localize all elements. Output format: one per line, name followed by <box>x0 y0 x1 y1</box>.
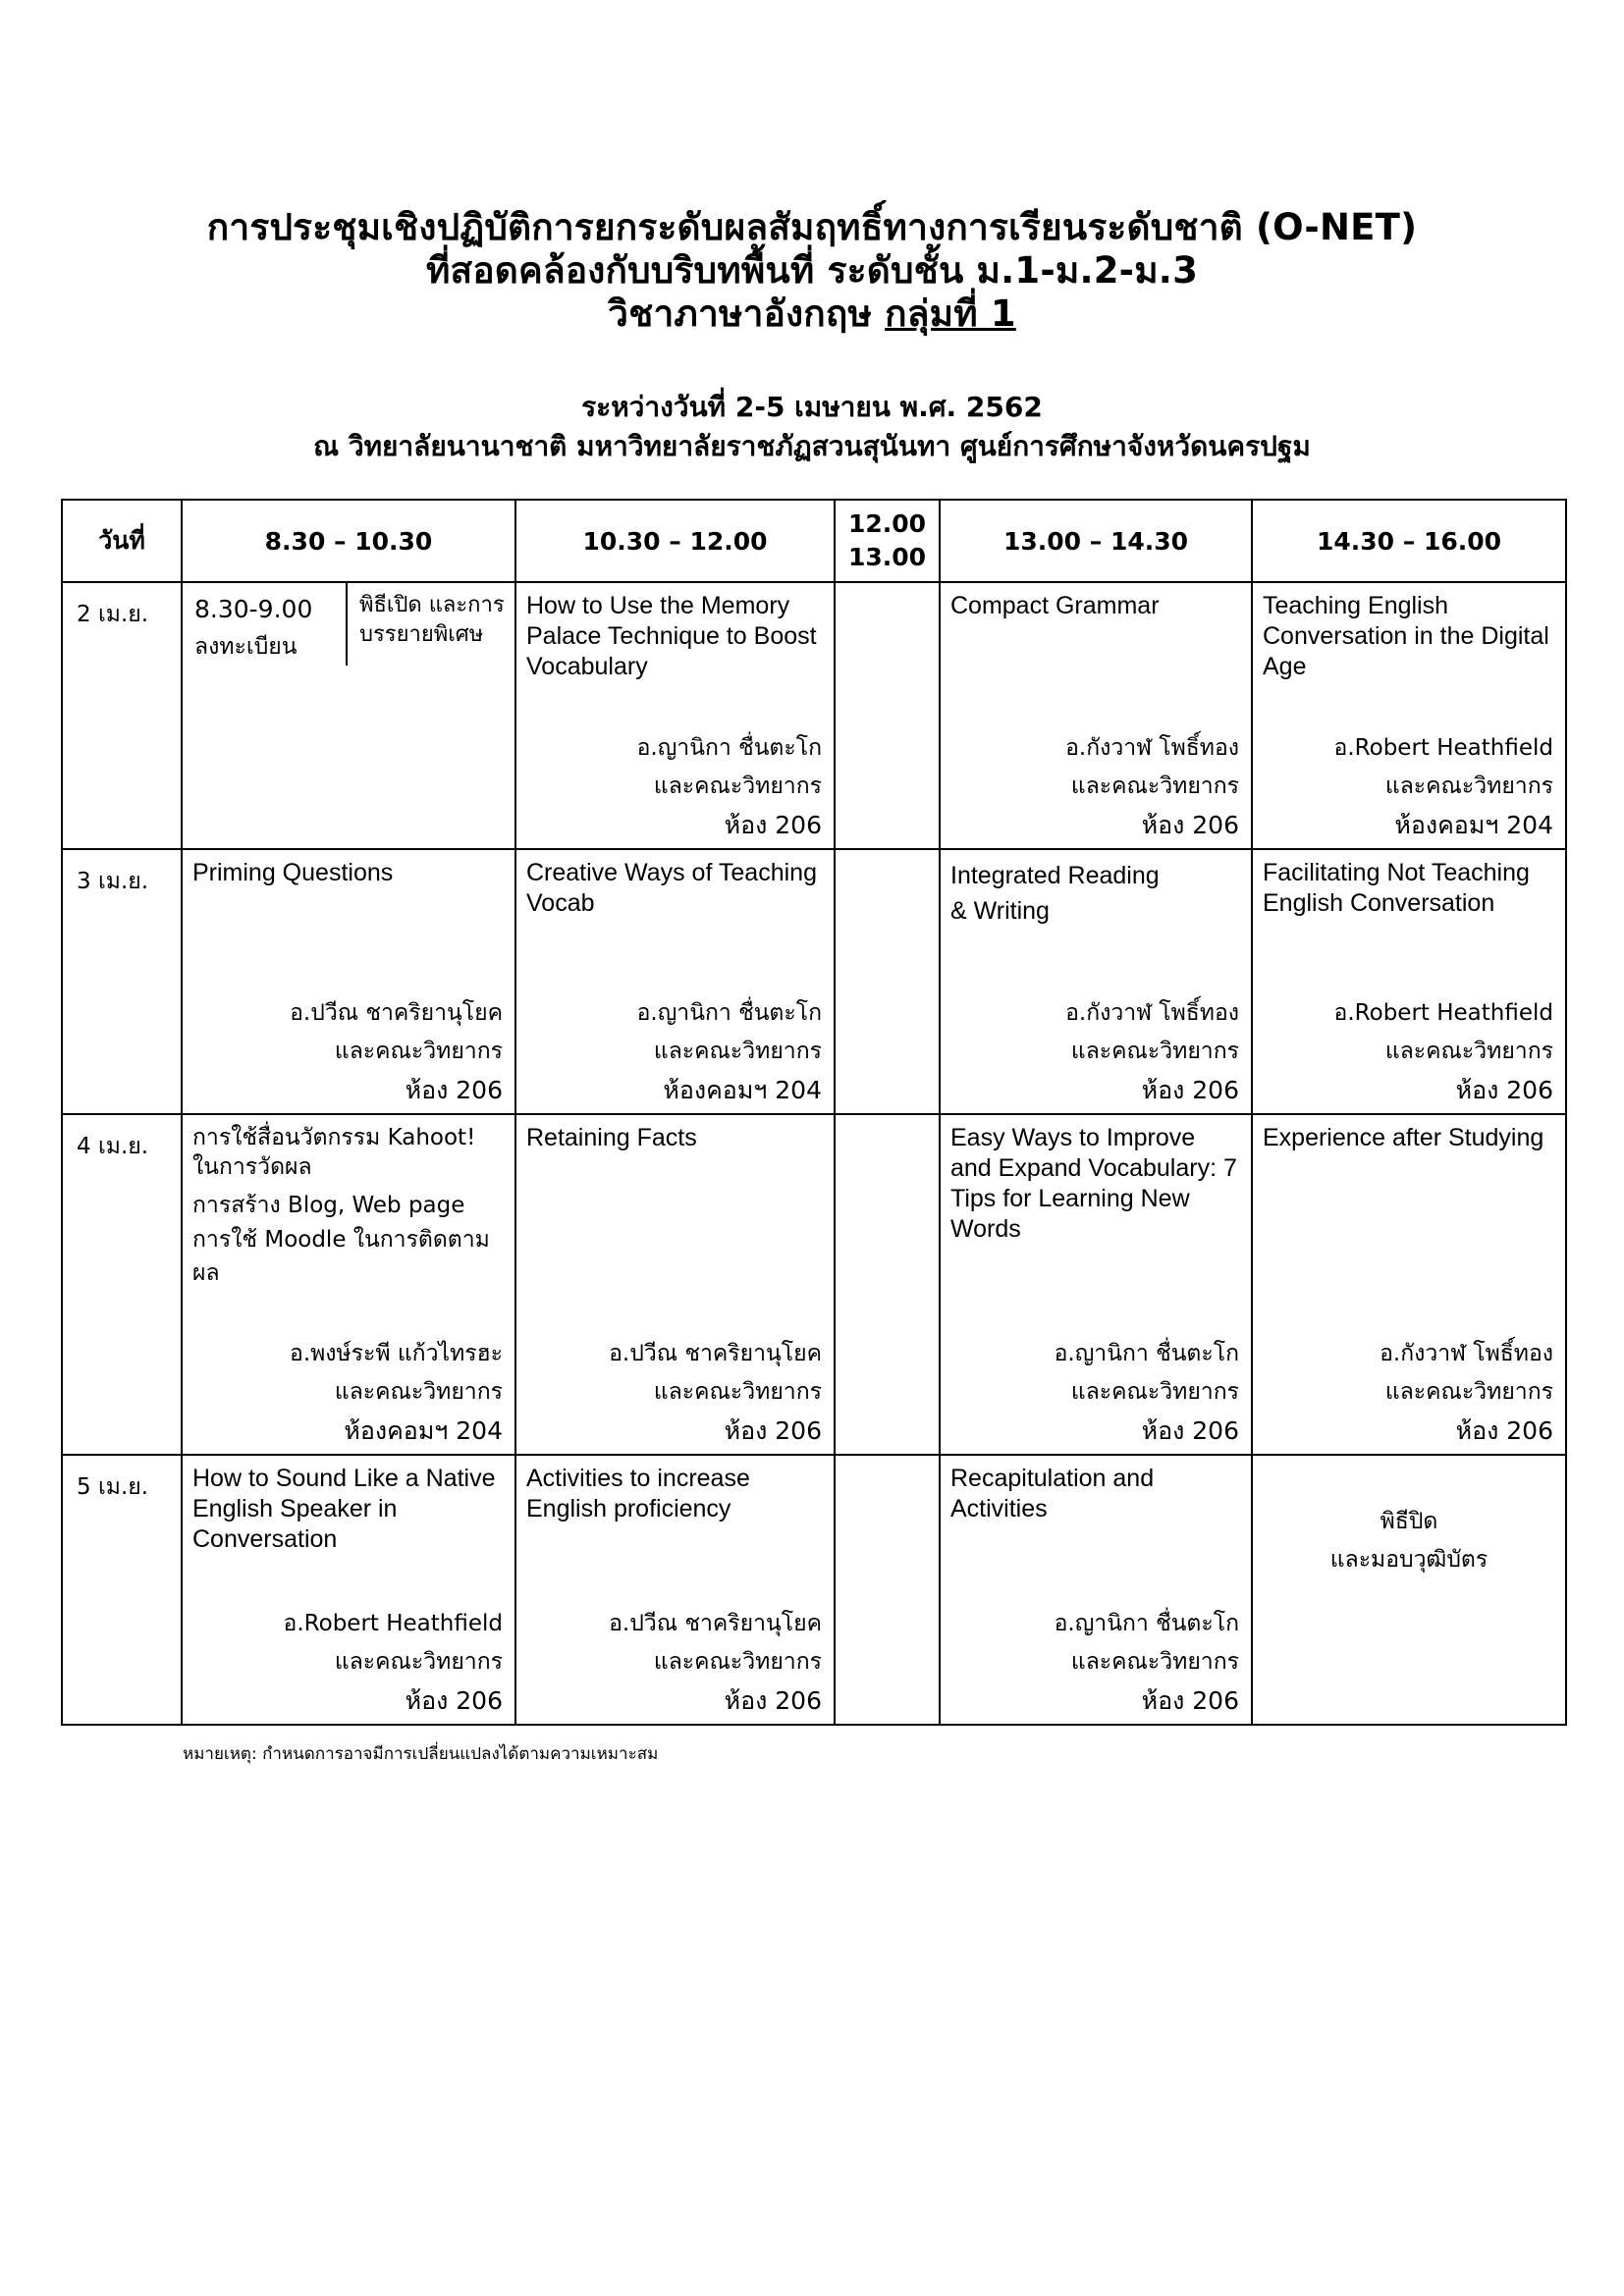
session-speaker-block <box>290 994 503 1109</box>
table-row <box>62 582 1566 849</box>
header-lunch <box>835 500 940 582</box>
footnote: หมายเหตุ: กำหนดการอาจมีการเปลี่ยนแปลงได้ตามความเหมาะสม <box>183 1744 659 1764</box>
header-slot-3: 13.00 – 14.30 <box>940 500 1252 582</box>
speaker-team: และคณะวิทยากร <box>1070 1649 1239 1675</box>
table-row <box>62 849 1566 1114</box>
session-title: Facilitating Not Teaching English Conversation <box>1263 859 1530 917</box>
session-title: Teaching English Conversation in the Digital Age <box>1263 592 1549 680</box>
speaker-team: และคณะวิทยากร <box>334 1039 503 1064</box>
session-cell <box>940 1455 1252 1725</box>
room-label: ห้อง 206 <box>1455 1416 1553 1445</box>
speaker-team: และคณะวิทยากร <box>653 774 822 799</box>
session-cell <box>515 849 835 1114</box>
speaker-team: และคณะวิทยากร <box>1070 1039 1239 1064</box>
session-speaker-block <box>1380 1335 1553 1450</box>
lunch-start: 12.00 <box>847 509 927 538</box>
session-title: Recapitulation and Activities <box>950 1465 1155 1522</box>
session-speaker-block <box>637 729 822 844</box>
session-cell <box>182 1455 515 1725</box>
closing-line-1: พิธีปิด <box>1380 1509 1438 1534</box>
room-label: ห้องคอมฯ 204 <box>1394 811 1553 839</box>
session-speaker-block <box>284 1605 503 1720</box>
header-slot-4: 14.30 – 16.00 <box>1252 500 1566 582</box>
session-speaker-block <box>1334 994 1553 1109</box>
session-cell <box>1252 582 1566 849</box>
day-cell: 4 เม.ย. <box>62 1114 182 1455</box>
group-label: กลุ่มที่ 1 <box>885 293 1016 335</box>
room-label: ห้องคอมฯ 204 <box>344 1416 503 1445</box>
lunch-cell <box>835 1114 940 1455</box>
room-label: ห้อง 206 <box>1141 811 1239 839</box>
title-line-1: การประชุมเชิงปฏิบัติการยกระดับผลสัมฤทธิ์ทางการเรียนระดับชาติ (O-NET) <box>206 206 1418 248</box>
registration-block <box>183 583 348 666</box>
session-speaker-block <box>609 1605 822 1720</box>
speaker-team: และคณะวิทยากร <box>653 1649 822 1675</box>
session-cell <box>940 849 1252 1114</box>
session-cell <box>1252 849 1566 1114</box>
session-cell <box>515 582 835 849</box>
header-slot-1: 8.30 – 10.30 <box>182 500 515 582</box>
session-title: Creative Ways of Teaching Vocab <box>526 859 817 917</box>
session-cell <box>182 1114 515 1455</box>
session-cell <box>182 582 515 849</box>
session-topics <box>183 1115 514 1290</box>
room-label: ห้อง 206 <box>1141 1076 1239 1104</box>
room-label: ห้องคอมฯ 204 <box>663 1076 822 1104</box>
session-title: Retaining Facts <box>526 1124 697 1151</box>
speaker-team: และคณะวิทยากร <box>1070 1379 1239 1405</box>
subject-label: วิชาภาษาอังกฤษ <box>608 293 886 335</box>
room-label: ห้อง 206 <box>405 1076 503 1104</box>
topic-blog: การสร้าง Blog, Web page <box>192 1193 465 1218</box>
speaker-name: อ.พงษ์ระพี แก้วไทรฮะ <box>290 1341 503 1366</box>
closing-cell <box>1252 1455 1566 1725</box>
date-line: ระหว่างวันที่ 2-5 เมษายน พ.ศ. 2562 <box>581 391 1043 423</box>
session-title: Experience after Studying <box>1263 1124 1544 1151</box>
session-cell <box>940 1114 1252 1455</box>
session-title: Compact Grammar <box>950 592 1160 619</box>
speaker-name: อ.ญานิกา ชื่นตะโก <box>636 1000 822 1026</box>
speaker-name: อ.ญานิกา ชื่นตะโก <box>1054 1611 1239 1636</box>
speaker-name: อ.ปวีณ ชาคริยานุโยค <box>290 1000 503 1026</box>
room-label: ห้อง 206 <box>724 811 822 839</box>
speaker-team: และคณะวิทยากร <box>1384 1039 1553 1064</box>
session-title: Activities to increase English proficiency <box>526 1465 750 1522</box>
session-speaker-block <box>1334 729 1553 844</box>
session-title-line: Integrated Reading <box>950 862 1160 889</box>
speaker-team: และคณะวิทยากร <box>334 1379 503 1405</box>
session-cell <box>1252 1114 1566 1455</box>
speaker-name: อ.Robert Heathfield <box>1333 1000 1553 1026</box>
room-label: ห้อง 206 <box>405 1686 503 1715</box>
speaker-name: อ.Robert Heathfield <box>1333 735 1553 761</box>
session-speaker-block <box>637 994 822 1109</box>
document-title <box>0 206 1624 336</box>
speaker-name: อ.ญานิกา ชื่นตะโก <box>636 735 822 761</box>
topic-kahoot: การใช้สื่อนวัตกรรม Kahoot! ในการวัดผล <box>192 1125 476 1180</box>
title-line-3 <box>0 293 1624 336</box>
session-speaker-block <box>1055 1605 1239 1720</box>
day-cell: 3 เม.ย. <box>62 849 182 1114</box>
topic-moodle: การใช้ Moodle ในการติดตามผล <box>192 1227 490 1286</box>
closing-line-2: และมอบวุฒิบัตร <box>1329 1547 1489 1573</box>
session-speaker-block <box>1065 994 1239 1109</box>
table-row <box>62 1114 1566 1455</box>
session-speaker-block <box>609 1335 822 1450</box>
session-title: Priming Questions <box>192 859 394 886</box>
table-row <box>62 1455 1566 1725</box>
room-label: ห้อง 206 <box>1141 1686 1239 1715</box>
speaker-name: อ.กังวาฬ โพธิ์ทอง <box>1065 735 1239 761</box>
venue-line: ณ วิทยาลัยนานาชาติ มหาวิทยาลัยราชภัฏสวนสุนันทา ศูนย์การศึกษาจังหวัดนครปฐม <box>313 430 1311 462</box>
session-cell <box>940 582 1252 849</box>
room-label: ห้อง 206 <box>724 1416 822 1445</box>
session-title-line: & Writing <box>950 897 1050 925</box>
speaker-team: และคณะวิทยากร <box>1384 774 1553 799</box>
header-day: วันที่ <box>62 500 182 582</box>
opening-ceremony: พิธีเปิด และการบรรยายพิเศษ <box>359 593 505 647</box>
registration-label: ลงทะเบียน <box>194 634 298 660</box>
session-title: How to Use the Memory Palace Technique to Boost Vocabulary <box>526 592 817 680</box>
speaker-team: และคณะวิทยากร <box>653 1379 822 1405</box>
session-cell <box>515 1455 835 1725</box>
lunch-cell <box>835 582 940 849</box>
room-label: ห้อง 206 <box>1141 1416 1239 1445</box>
session-speaker-block <box>290 1335 503 1450</box>
lunch-cell <box>835 849 940 1114</box>
speaker-name: อ.ปวีณ ชาคริยานุโยค <box>609 1611 822 1636</box>
session-title: Easy Ways to Improve and Expand Vocabulary: 7 Tips for Learning New Words <box>950 1124 1237 1243</box>
session-speaker-block <box>1065 729 1239 844</box>
session-cell <box>182 849 515 1114</box>
header-row <box>62 500 1566 582</box>
lunch-end: 13.00 <box>847 543 927 571</box>
registration-time: 8.30-9.00 <box>194 595 313 623</box>
event-details <box>0 388 1624 466</box>
speaker-name: อ.ญานิกา ชื่นตะโก <box>1054 1341 1239 1366</box>
header-slot-2: 10.30 – 12.00 <box>515 500 835 582</box>
session-title: How to Sound Like a Native English Speaker in Conversation <box>192 1465 496 1553</box>
closing-ceremony <box>1253 1456 1565 1579</box>
session-cell <box>515 1114 835 1455</box>
lunch-cell <box>835 1455 940 1725</box>
speaker-team: และคณะวิทยากร <box>1384 1379 1553 1405</box>
speaker-name: อ.กังวาฬ โพธิ์ทอง <box>1065 1000 1239 1026</box>
day-cell: 5 เม.ย. <box>62 1455 182 1725</box>
title-line-2: ที่สอดคล้องกับบริบทพื้นที่ ระดับชั้น ม.1-ม.2-ม.3 <box>425 249 1199 292</box>
day-cell: 2 เม.ย. <box>62 582 182 849</box>
session-speaker-block <box>1055 1335 1239 1450</box>
speaker-team: และคณะวิทยากร <box>334 1649 503 1675</box>
speaker-name: อ.Robert Heathfield <box>283 1611 503 1636</box>
schedule-table <box>61 499 1567 1726</box>
speaker-name: อ.ปวีณ ชาคริยานุโยค <box>609 1341 822 1366</box>
speaker-name: อ.กังวาฬ โพธิ์ทอง <box>1380 1341 1553 1366</box>
speaker-team: และคณะวิทยากร <box>1070 774 1239 799</box>
session-title <box>941 850 1251 929</box>
speaker-team: และคณะวิทยากร <box>653 1039 822 1064</box>
room-label: ห้อง 206 <box>724 1686 822 1715</box>
room-label: ห้อง 206 <box>1455 1076 1553 1104</box>
